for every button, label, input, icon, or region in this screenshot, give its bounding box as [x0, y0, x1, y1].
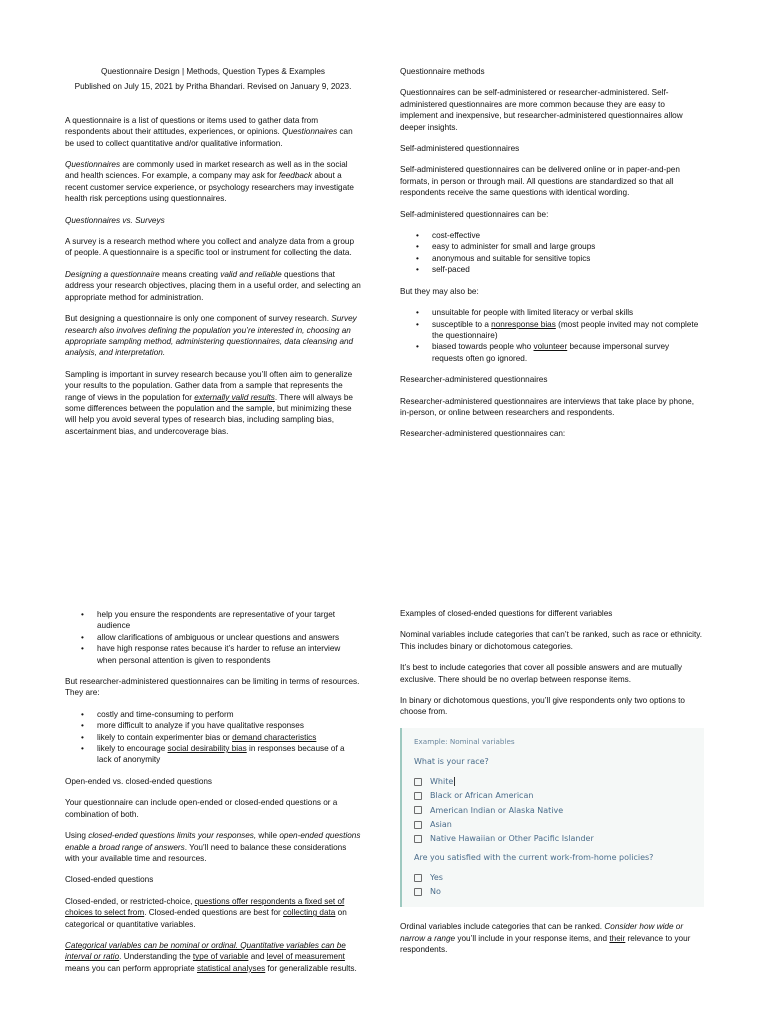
list-researcher-advantages: [65, 609, 361, 666]
link-nonresponse-bias[interactable]: nonresponse bias: [491, 319, 556, 329]
paragraph-closed-definition: Closed-ended, or restricted-choice, questions offer respondents a fixed set of choices to select from. Closed-ended questions are best for collecting data on categorical or quantitative variables.: [65, 896, 347, 929]
link-fixed-choices[interactable]: questions offer respondents a fixed set of choices to select from: [65, 896, 345, 918]
publication-info: Published on July 15, 2021 by Pritha Bhandari. Revised on January 9, 2023.: [74, 82, 352, 92]
paragraph-limiting: But researcher-administered questionnaires can be limiting in terms of resources. They are:: [65, 677, 360, 698]
checkbox-icon[interactable]: [414, 806, 422, 814]
option-yes[interactable]: Yes: [414, 871, 694, 885]
list-self-disadvantages: [400, 307, 700, 364]
list-item: • anonymous and suitable for sensitive topics: [432, 253, 700, 264]
link-variable-types[interactable]: Categorical variables can be nominal or ordinal. Quantitative variables can be interval or ratio: [65, 940, 346, 962]
paragraph-self-can-be: Self-administered questionnaires can be:: [400, 209, 549, 219]
checkbox-icon[interactable]: [414, 821, 422, 829]
column-bottom-right: [400, 608, 704, 965]
list-item: • help you ensure the respondents are representative of your target audience: [97, 609, 361, 632]
list-item: • allow clarifications of ambiguous or unclear questions and answers: [97, 632, 361, 643]
paragraph-researcher-interviews: Researcher-administered questionnaires are interviews that take place by phone, in-person, or online between researchers and respondents.: [400, 396, 695, 417]
question-race: What is your race?: [414, 757, 489, 767]
paragraph-intro: A questionnaire is a list of questions or items used to gather data from respondents about their attitudes, experiences, or opinions. Questionnaires can be used to collect quantitative and/or qualitative information.: [65, 115, 353, 148]
paragraph-categories: It’s best to include categories that cover all possible answers and are mutually exclusive. There should be no overlap between response items.: [400, 663, 683, 684]
paragraph-survey-research: But designing a questionnaire is only one component of survey research. Survey research also involves defining the population you’re interested in, choosing an appropriate sampling method, administering questionnaires, data cleansing and analysis, and interpretation.: [65, 314, 357, 358]
list-item: • cost-effective: [432, 230, 700, 241]
heading-vs-surveys: Questionnaires vs. Surveys: [65, 215, 165, 225]
checkbox-icon[interactable]: [414, 835, 422, 843]
list-item: • have high response rates because it’s harder to refuse an interview when personal attention is given to respondents: [97, 643, 361, 666]
link-externally-valid-results[interactable]: externally valid results: [194, 392, 275, 402]
list-item: • easy to administer for small and large groups: [432, 241, 700, 252]
paragraph-ordinal: Ordinal variables include categories that can be ranked. Consider how wide or narrow a range you’ll include in your response items, and their relevance to your respondents.: [400, 922, 691, 954]
paragraph-binary: In binary or dichotomous questions, you’ll give respondents only two options to choose from.: [400, 696, 685, 717]
list-item: • likely to contain experimenter bias or demand characteristics: [97, 732, 361, 743]
list-item: • more difficult to analyze if you have qualitative responses: [97, 720, 361, 731]
link-demand-characteristics[interactable]: demand characteristics: [232, 732, 317, 742]
example-box: [400, 728, 704, 907]
paragraph-designing: Designing a questionnaire means creating valid and reliable questions that address your research objectives, placing them in a useful order, and selecting an appropriate method for administration.: [65, 269, 361, 302]
heading-open-vs-closed: Open-ended vs. closed-ended questions: [65, 776, 213, 786]
list-item: • biased towards people who volunteer because impersonal survey requests often go ignored.: [432, 341, 700, 364]
paragraph-balance: Using closed-ended questions limits your responses, while open-ended questions enable a broad range of answers. You’ll need to balance these considerations with your available time and resources.: [65, 831, 361, 863]
list-item: • costly and time-consuming to perform: [97, 709, 361, 720]
checkbox-icon[interactable]: [414, 888, 422, 896]
list-self-advantages: [400, 230, 700, 276]
link-statistical-analyses[interactable]: statistical analyses: [196, 963, 266, 973]
paragraph-sampling: Sampling is important in survey research because you’ll often aim to generalize your results to the population. Gather data from a sample that represents the range of views in the population for externally valid results. There will always be some differences between the population and the sample, but minimizing these will help you avoid several types of research bias, including sampling bias, ascertainment bias, and undercoverage bias.: [65, 369, 353, 436]
paragraph-may-also-be: But they may also be:: [400, 286, 479, 296]
paragraph-variables: Categorical variables can be nominal or ordinal. Quantitative variables can be interval or ratio. Understanding the type of variable and level of measurement means you can perform appropriate statistical analyses for generalizable results.: [65, 940, 357, 973]
paragraph-methods: Questionnaires can be self-administered or researcher-administered. Self-administered questionnaires are more common because they are easy to implement and inexpensive, but researcher-administered questionnaires allow deeper insights.: [400, 88, 683, 132]
link-social-desirability-bias[interactable]: social desirability bias: [167, 744, 247, 754]
link-their[interactable]: their: [609, 933, 626, 943]
list-item: • susceptible to a nonresponse bias (most people invited may not complete the questionnaire): [432, 319, 700, 342]
paragraph-combination: Your questionnaire can include open-ended or closed-ended questions or a combination of both.: [65, 798, 338, 819]
checkbox-icon[interactable]: [414, 874, 422, 882]
example-label: Example: Nominal variables: [414, 736, 515, 746]
column-top-left: [65, 66, 361, 447]
link-collecting-data[interactable]: collecting data: [283, 908, 336, 918]
page-title: Questionnaire Design | Methods, Question Types & Examples: [100, 67, 326, 76]
heading-examples: Examples of closed-ended questions for different variables: [400, 609, 613, 618]
option-white[interactable]: White: [414, 775, 694, 789]
link-level-of-measurement[interactable]: level of measurement: [266, 952, 345, 962]
option-american-indian[interactable]: American Indian or Alaska Native: [414, 803, 694, 817]
option-no[interactable]: No: [414, 885, 694, 899]
list-researcher-disadvantages: [65, 709, 361, 766]
question-satisfied: Are you satisfied with the current work-from-home policies?: [414, 853, 654, 863]
paragraph-survey-definition: A survey is a research method where you collect and analyze data from a group of people. A questionnaire is a specific tool or instrument for collecting the data.: [65, 237, 354, 258]
heading-methods: Questionnaire methods: [400, 67, 485, 76]
option-asian[interactable]: Asian: [414, 818, 694, 832]
heading-closed-ended: Closed-ended questions: [65, 875, 154, 885]
checkbox-icon[interactable]: [414, 778, 422, 786]
heading-researcher-administered: Researcher-administered questionnaires: [400, 375, 548, 385]
heading-self-administered: Self-administered questionnaires: [400, 144, 520, 154]
list-item: • unsuitable for people with limited literacy or verbal skills: [432, 307, 700, 318]
column-bottom-left: [65, 609, 361, 984]
paragraph-self-delivery: Self-administered questionnaires can be delivered online or in paper-and-pen formats, in person or through mail. All questions are standardized so that all respondents receive the same questions with identical wording.: [400, 165, 680, 198]
list-item: • self-paced: [432, 264, 700, 275]
paragraph-researcher-can: Researcher-administered questionnaires can:: [400, 429, 566, 439]
link-type-of-variable[interactable]: type of variable: [192, 952, 249, 962]
checkbox-icon[interactable]: [414, 792, 422, 800]
option-native-hawaiian[interactable]: Native Hawaiian or Other Pacific Islander: [414, 832, 694, 846]
option-black[interactable]: Black or African American: [414, 789, 694, 803]
column-top-right: [400, 66, 700, 450]
paragraph-nominal: Nominal variables include categories that can’t be ranked, such as race or ethnicity. This includes binary or dichotomous categories.: [400, 630, 703, 651]
paragraph-usage: Questionnaires are commonly used in market research as well as in the social and health sciences. For example, a company may ask for feedback about a recent customer service experience, or psychology researchers may investigate health risk perceptions using questionnaires.: [65, 160, 354, 204]
link-volunteer[interactable]: volunteer: [533, 342, 568, 352]
text-cursor-icon: [454, 777, 455, 786]
list-item: • likely to encourage social desirability bias in responses because of a lack of anonymity: [97, 743, 361, 766]
